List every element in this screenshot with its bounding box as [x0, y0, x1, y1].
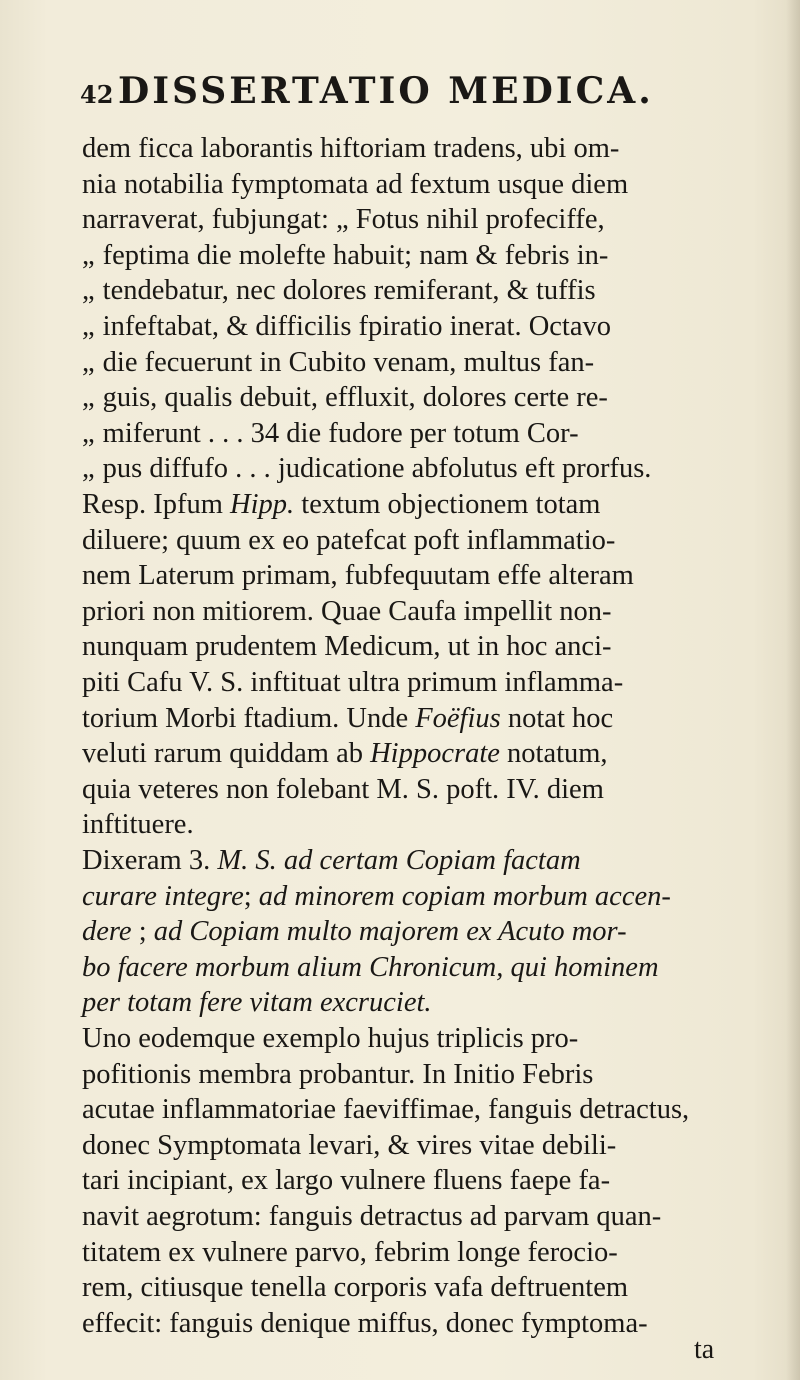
text-run: die fecuerunt in Cubito venam, multus fan-: [102, 346, 595, 378]
text-line: [82, 487, 600, 523]
text-run: rem, citiusque tenella corporis vafa deftruentem: [82, 1272, 629, 1304]
italic-text: per totam fere vitam excruciet.: [82, 987, 432, 1019]
text-run: tari incipiant, ex largo vulnere fluens faepe fa-: [82, 1165, 611, 1197]
text-run: ;: [131, 916, 154, 948]
text-run: ;: [243, 880, 259, 912]
text-run: Dixeram 3.: [82, 845, 218, 876]
text-line: [82, 238, 608, 274]
text-line: [82, 1270, 628, 1306]
text-line: [82, 629, 612, 665]
text-line: [82, 202, 605, 238]
text-run: navit aegrotum: fanguis detractus ad parvam quan-: [82, 1201, 662, 1232]
quote-mark: „: [82, 346, 95, 378]
text-run: tendebatur, nec dolores remiferant, & tuffis: [102, 275, 596, 307]
text-run: acutae inflammatoriae faeviffimae, fanguis detractus,: [82, 1094, 690, 1126]
text-run: torium Morbi ftadium. Unde: [82, 702, 416, 734]
catchword: ta: [694, 1334, 715, 1365]
text-line: [82, 772, 604, 808]
italic-text: bo facere morbum alium Chronicum, qui hominem: [82, 951, 659, 983]
text-line: [82, 665, 623, 701]
quote-mark: „: [82, 275, 95, 307]
italic-text: Foëfius: [415, 702, 501, 734]
text-run: piti Cafu V. S. inftituat ultra primum inflamma-: [82, 667, 624, 698]
text-line: [82, 131, 619, 167]
quote-mark: „: [82, 453, 95, 485]
text-run: pofitionis membra probantur. In Initio Febris: [82, 1058, 594, 1090]
text-line: [82, 380, 608, 416]
quote-mark: „: [82, 382, 95, 414]
text-line: [82, 914, 627, 950]
italic-text: Hippocrate: [370, 738, 500, 770]
text-run: titatem ex vulnere parvo, febrim longe ferocio-: [82, 1236, 618, 1268]
text-run: feptima die molefte habuit; nam & febris in-: [102, 239, 609, 271]
text-line: [82, 701, 613, 737]
text-line: [82, 1163, 610, 1199]
text-run: nem Laterum primam, fubfequutam effe alteram: [82, 560, 634, 592]
italic-text: Hipp.: [230, 489, 295, 520]
italic-text: ad Copiam multo majorem ex Acuto mor-: [153, 916, 627, 948]
text-run: nia notabilia fymptomata ad fextum usque diem: [82, 168, 629, 200]
italic-text: M. S. ad certam Copiam factam: [217, 845, 581, 876]
text-run: notatum,: [499, 738, 608, 770]
text-line: [82, 451, 651, 487]
text-run: dem ficca laborantis hiftoriam tradens, ubi om-: [82, 133, 620, 164]
text-run: Resp. Ipfum: [82, 489, 231, 520]
text-line: [82, 1021, 578, 1057]
text-line: [82, 345, 594, 381]
text-line: [82, 594, 612, 630]
quote-mark: „: [82, 417, 95, 449]
text-line: [82, 273, 596, 309]
quote-mark: „: [82, 239, 95, 271]
text-line: [82, 309, 611, 345]
text-run: infeftabat, & difficilis fpiratio inerat. Octavo: [102, 311, 611, 342]
text-run: inftituere.: [82, 809, 194, 841]
text-run: donec Symptomata levari, & vires vitae debili-: [82, 1129, 617, 1161]
text-run: nunquam prudentem Medicum, ut in hoc anci-: [82, 631, 612, 663]
text-run: pus diffufo . . . judicatione abfolutus eft prorfus.: [102, 453, 652, 485]
text-run: guis, qualis debuit, effluxit, dolores certe re-: [102, 382, 608, 414]
text-line: [82, 879, 671, 915]
text-run: veluti rarum quiddam ab: [82, 738, 371, 770]
text-line: [82, 1199, 661, 1235]
quote-mark: „: [82, 311, 95, 342]
text-line: [82, 1057, 593, 1093]
text-line: [82, 1092, 689, 1128]
text-line: [82, 985, 432, 1021]
text-line: [82, 416, 579, 452]
italic-text: dere: [82, 916, 132, 948]
italic-text: ad minorem copiam morbum accen-: [258, 880, 671, 912]
text-run: quia veteres non folebant M. S. poft. IV. diem: [82, 773, 604, 805]
text-line: [82, 807, 194, 843]
text-run: Uno eodemque exemplo hujus triplicis pro-: [82, 1023, 579, 1054]
page-number: 42: [80, 80, 114, 109]
text-run: effecit: fanguis denique miffus, donec fymptoma-: [82, 1307, 648, 1339]
text-run: narraverat, fubjungat: „ Fotus nihil profeciffe,: [82, 204, 605, 236]
text-line: [82, 1306, 648, 1342]
text-line: [82, 167, 628, 203]
text-line: [82, 1235, 618, 1271]
text-line: [82, 950, 659, 986]
text-run: notat hoc: [500, 702, 614, 734]
text-line: [82, 736, 608, 772]
text-line: [82, 843, 581, 879]
text-run: textum objectionem totam: [294, 489, 601, 520]
text-run: miferunt . . . 34 die fudore per totum Cor-: [102, 417, 579, 449]
running-head: DISSERTATIO MEDICA.: [118, 70, 654, 112]
text-run: diluere; quum ex eo patefcat poft inflammatio-: [82, 524, 616, 556]
text-line: [82, 1128, 616, 1164]
italic-text: curare integre: [82, 880, 244, 912]
text-line: [82, 523, 615, 559]
text-run: priori non mitiorem. Quae Caufa impellit non-: [82, 595, 612, 627]
text-line: [82, 558, 634, 594]
